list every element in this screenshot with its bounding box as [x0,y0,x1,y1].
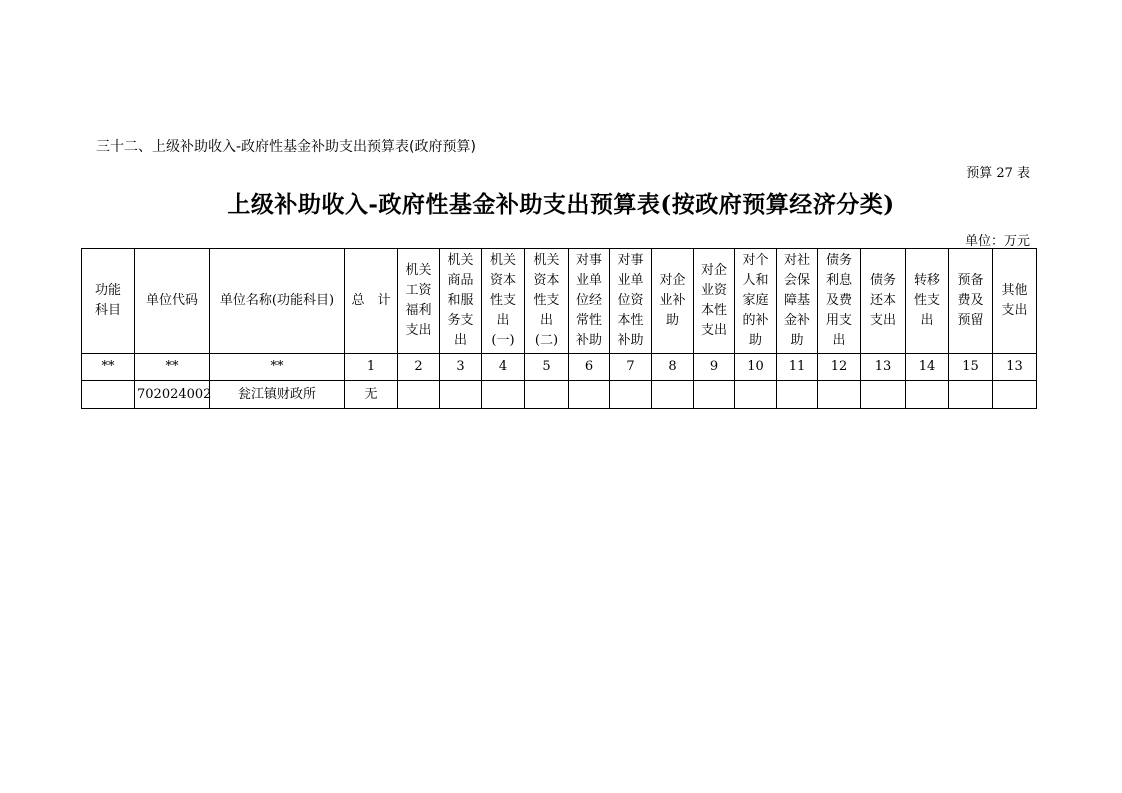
table-cell: 2 [398,354,440,381]
table-cell: 9 [694,354,735,381]
table-cell: 5 [525,354,569,381]
header-cell: 转移性支出 [906,249,949,354]
header-cell: 功能科目 [82,249,135,354]
header-cell: 总 计 [345,249,398,354]
unit-label: 单位：万元 [964,234,1030,249]
unit-code-cell: 702024002 [135,381,210,409]
header-cell: 机关资本性支出(一) [482,249,525,354]
table-cell [818,381,861,409]
header-cell: 机关资本性支出(二) [525,249,569,354]
table-cell: 3 [440,354,482,381]
header-cell: 单位代码 [135,249,210,354]
total-cell: 无 [345,381,398,409]
table-cell: 14 [906,354,949,381]
header-cell: 对企业资本性支出 [694,249,735,354]
table-cell: 7 [610,354,652,381]
page-title: 上级补助收入-政府性基金补助支出预算表(按政府预算经济分类) [227,191,895,218]
table-cell [569,381,610,409]
table-row [82,381,1037,409]
budget-table [81,248,1037,409]
table-cell: ** [135,354,210,381]
table-cell [735,381,777,409]
header-cell: 机关工资福利支出 [398,249,440,354]
table-cell [949,381,993,409]
header-cell: 对事业单位资本性补助 [610,249,652,354]
header-cell: 对企业补助 [652,249,694,354]
table-cell: 10 [735,354,777,381]
table-cell: 1 [345,354,398,381]
header-cell: 对社会保障基金补助 [777,249,818,354]
table-cell: 11 [777,354,818,381]
table-cell: 12 [818,354,861,381]
header-cell: 单位名称(功能科目) [210,249,345,354]
table-number: 预算 27 表 [966,166,1030,181]
header-cell: 对事业单位经常性补助 [569,249,610,354]
table-cell: ** [210,354,345,381]
table-cell: 6 [569,354,610,381]
table-cell: 4 [482,354,525,381]
header-cell: 预备费及预留 [949,249,993,354]
header-cell: 机关商品和服务支出 [440,249,482,354]
header-cell: 其他支出 [993,249,1037,354]
table-cell [652,381,694,409]
table-cell: 13 [861,354,906,381]
table-cell [398,381,440,409]
unit-name-cell: 瓮江镇财政所 [210,381,345,409]
table-cell: 8 [652,354,694,381]
table-cell [993,381,1037,409]
table-cell [861,381,906,409]
section-title: 三十二、上级补助收入-政府性基金补助支出预算表(政府预算) [96,139,476,155]
table-cell [610,381,652,409]
header-cell: 对个人和家庭的补助 [735,249,777,354]
column-number-row [82,354,1037,381]
table-cell: ** [82,354,135,381]
table-cell [777,381,818,409]
header-cell: 债务还本支出 [861,249,906,354]
table-cell [440,381,482,409]
header-row [82,249,1037,354]
table-cell: 13 [993,354,1037,381]
table-cell [482,381,525,409]
table-cell [525,381,569,409]
header-cell: 债务利息及费用支出 [818,249,861,354]
table-cell [694,381,735,409]
table-cell: 15 [949,354,993,381]
table-cell [82,381,135,409]
table-cell [906,381,949,409]
